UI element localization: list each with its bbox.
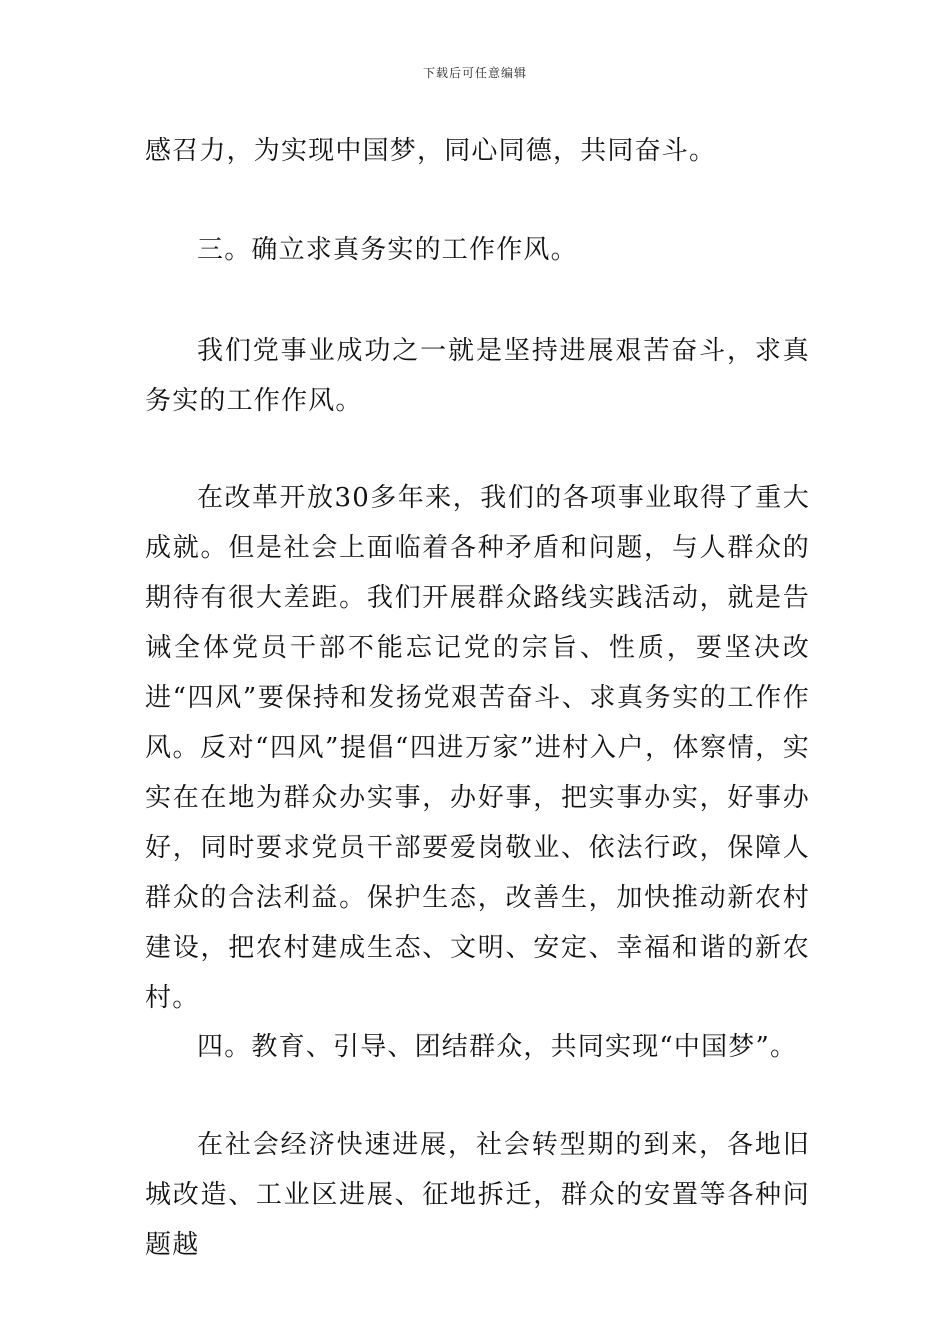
header-note: 下载后可任意编辑	[422, 66, 527, 80]
section-heading-four: 四。教育、引导、团结群众，共同实现“中国梦”。	[197, 1032, 798, 1062]
paragraph-social-development: 在社会经济快速进展，社会转型期的到来，各地旧城改造、工业区进展、征地拆迁，群众的安置等各种问题越	[145, 1130, 810, 1260]
paragraph-continuation: 感召力，为实现中国梦，同心同德，共同奋斗。	[145, 136, 717, 166]
section-heading-three: 三。确立求真务实的工作作风。	[197, 235, 578, 265]
paragraph-reform: 在改革开放30多年来，我们的各项事业取得了重大成就。但是社会上面临着各种矛盾和问题，与人群众的期待有很大差距。我们开展群众路线实践活动，就是告诫全体党员干部不能忘记党的宗旨、性质，要坚决改进“四风”要保持和发扬党艰苦奋斗、求真务实的工作作风。反对“四风”提倡“四进万家”进村入户，体察情，实实在在地为群众办实事，办好事，把实事办实，好事办好，同时要求党员干部要爱岗敬业、依法行政，保障人群众的合法利益。保护生态，改善生，加快推动新农村建设，把农村建成生态、文明、安定、幸福和谐的新农村。	[145, 483, 810, 1013]
paragraph-work-style: 我们党事业成功之一就是坚持进展艰苦奋斗，求真务实的工作作风。	[145, 336, 810, 416]
